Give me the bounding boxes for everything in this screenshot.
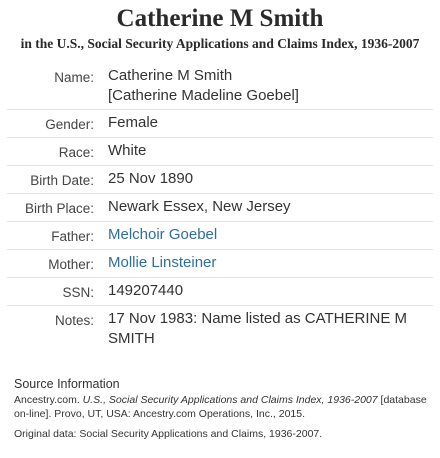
father-label: Father: — [7, 222, 94, 250]
notes-label: Notes: — [54, 313, 94, 328]
source-citation — [14, 393, 428, 421]
name-label: Name: — [7, 63, 94, 110]
row-ssn — [7, 278, 433, 306]
row-father — [7, 222, 433, 250]
citation-title: U.S., Social Security Applications and Claims Index, 1936-2007 — [82, 394, 378, 406]
row-gender — [7, 110, 433, 138]
row-notes — [7, 306, 433, 353]
birth-place-label: Birth Place: — [7, 194, 94, 222]
mother-label: Mother: — [7, 250, 94, 278]
record-header — [0, 0, 440, 52]
name-alternate: [Catherine Madeline Goebel] — [108, 87, 299, 104]
row-birth-date — [7, 166, 433, 194]
mother-link[interactable]: Mollie Linsteiner — [108, 254, 217, 271]
ssn-label: SSN: — [7, 278, 94, 306]
collection-subtitle: in the U.S., Social Security Applications and Claims Index, 1936-2007 — [20, 36, 420, 51]
father-cell — [94, 222, 433, 250]
name-primary: Catherine M Smith — [108, 67, 233, 84]
source-information — [14, 376, 428, 441]
race-value: White — [94, 138, 433, 166]
page-title: Catherine M Smith — [116, 5, 324, 32]
birth-date-label: Birth Date: — [7, 166, 94, 194]
row-birth-place — [7, 194, 433, 222]
mother-cell — [94, 250, 433, 278]
birth-date-value: 25 Nov 1890 — [94, 166, 433, 194]
gender-label: Gender: — [7, 110, 94, 138]
notes-value: 17 Nov 1983: Name listed as CATHERINE M SMITH — [108, 310, 407, 347]
gender-value: Female — [94, 110, 433, 138]
citation-prefix: Ancestry.com. — [14, 394, 80, 406]
father-link[interactable]: Melchoir Goebel — [108, 226, 218, 243]
record-details-table — [7, 63, 433, 352]
source-heading: Source Information — [14, 377, 120, 391]
row-mother — [7, 250, 433, 278]
row-name — [7, 63, 433, 110]
row-race — [7, 138, 433, 166]
birth-place-value: Newark Essex, New Jersey — [94, 194, 433, 222]
name-value — [94, 63, 433, 110]
citation-suffix: [database on-line]. Provo, UT, USA: Ancestry.com Operations, Inc., 2015. — [14, 394, 427, 420]
ssn-value: 149207440 — [94, 278, 433, 306]
source-original-data: Original data: Social Security Applications and Claims, 1936-2007. — [14, 428, 323, 440]
race-label: Race: — [7, 138, 94, 166]
